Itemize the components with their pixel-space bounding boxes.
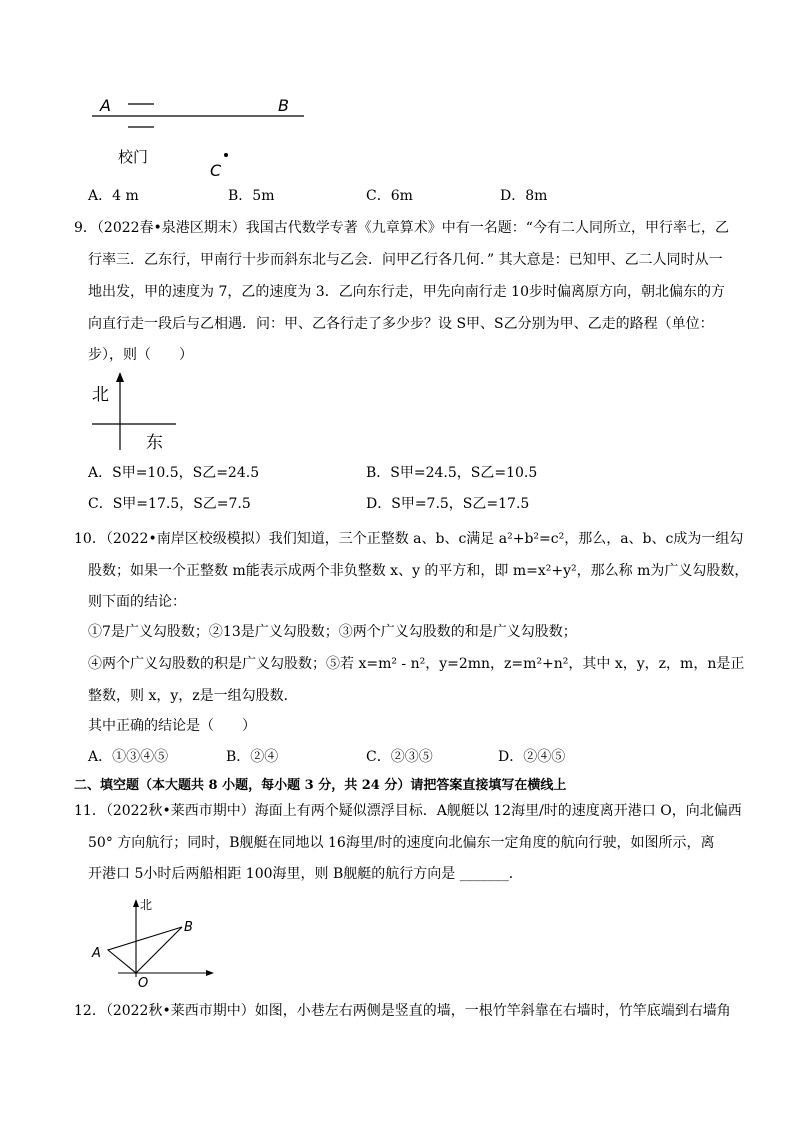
label-north: 北	[140, 898, 153, 912]
q8-option-a[interactable]: A．4 m	[88, 188, 139, 204]
q10-line-1: 10．（2022•南岸区校级模拟）我们知道，三个正整数 a、b、c满足 a²+b²=c²，那么，a、b、c成为一组勾	[74, 531, 744, 547]
q11-line-2: 50° 方向航行；同时，B舰艇在同地以 16海里/时的速度向北偏东一定角度的航向行驶，如图所示，离	[88, 835, 715, 851]
q9-line-2: 行率三．乙东行，甲南行十步而斜东北与乙会．问甲乙行各几何．” 其大意是：已知甲、乙二人同时从一	[88, 252, 723, 268]
q12-line-1: 12．（2022秋•莱西市期中）如图，小巷左右两侧是竖直的墙，一根竹竿斜靠在右墙时，竹竿底端到右墙角	[74, 1003, 731, 1019]
east-arrow-icon	[206, 970, 214, 976]
north-arrow-icon	[116, 372, 124, 382]
figure-q9-compass	[88, 370, 188, 455]
label-b: B	[184, 920, 193, 935]
q10-option-d[interactable]: D．②④⑤	[498, 749, 566, 765]
q8-option-c[interactable]: C．6m	[366, 188, 413, 204]
point-c	[224, 153, 228, 157]
label-gate: 校门	[118, 148, 149, 166]
q9-line-1: 9．（2022春•泉港区期末）我国古代数学专著《九章算术》中有一名题：“今有二人同所立，甲行率七，乙	[74, 220, 729, 236]
q10-line-5: ④两个广义勾股数的积是广义勾股数；⑤若 x=m² - n²，y=2mn，z=m²+n²，其中 x，y，z，m，n是正	[88, 656, 745, 672]
label-a: A	[100, 96, 111, 115]
q10-line-3: 则下面的结论：	[88, 594, 186, 610]
q9-line-3: 地出发，甲的速度为 7，乙的速度为 3．乙向东行走，甲先向南行走 10步时偏离原方向，朝北偏东的方	[88, 284, 725, 300]
q9-option-b[interactable]: B．S甲=24.5，S乙=10.5	[366, 465, 538, 481]
q9-option-a[interactable]: A．S甲=10.5，S乙=24.5	[88, 465, 260, 481]
label-o: O	[138, 976, 149, 990]
section-heading-fill-in: 二、填空题（本大题共 8 小题，每小题 3 分，共 24 分）请把答案直接填写在横线上	[74, 778, 567, 793]
q8-option-b[interactable]: B．5m	[228, 188, 275, 204]
q10-line-7: 其中正确的结论是（ ）	[88, 718, 256, 734]
q11-line-1: 11．（2022秋•莱西市期中）海面上有两个疑似漂浮目标．A舰艇以 12海里/时的速度离开港口 O，向北偏西	[74, 803, 742, 819]
q8-option-d[interactable]: D．8m	[500, 188, 548, 204]
label-b: B	[278, 96, 289, 115]
figure-q8	[88, 92, 318, 184]
q10-option-c[interactable]: C．②③⑤	[366, 749, 433, 765]
figure-q11	[88, 895, 218, 990]
triangle-aob	[108, 927, 182, 973]
q10-line-2: 股数；如果一个正整数 m能表示成两个非负整数 x、y 的平方和，即 m=x²+y²，那么称 m为广义勾股数，	[88, 563, 749, 579]
q9-line-5: 步），则（ ）	[88, 347, 193, 363]
label-north: 北	[92, 385, 109, 405]
label-c: C	[210, 161, 222, 180]
q11-line-3: 开港口 5小时后两船相距 100海里，则 B舰艇的航行方向是 _______．	[88, 866, 523, 882]
north-arrow-icon	[133, 899, 139, 907]
label-east: 东	[146, 433, 163, 453]
q9-option-c[interactable]: C．S甲=17.5，S乙=7.5	[88, 496, 251, 512]
q10-line-4: ①7是广义勾股数；②13是广义勾股数；③两个广义勾股数的和是广义勾股数；	[88, 624, 577, 640]
q10-option-b[interactable]: B．②④	[226, 749, 279, 765]
q10-line-6: 整数，则 x，y，z是一组勾股数．	[88, 688, 298, 704]
q9-option-d[interactable]: D．S甲=7.5，S乙=17.5	[366, 496, 530, 512]
q10-option-a[interactable]: A．①③④⑤	[88, 749, 169, 765]
label-a: A	[92, 946, 101, 961]
q9-line-4: 向直行走一段后与乙相遇．问：甲、乙各行走了多少步？设 S甲、S乙分别为甲、乙走的路程（单位：	[88, 316, 714, 332]
